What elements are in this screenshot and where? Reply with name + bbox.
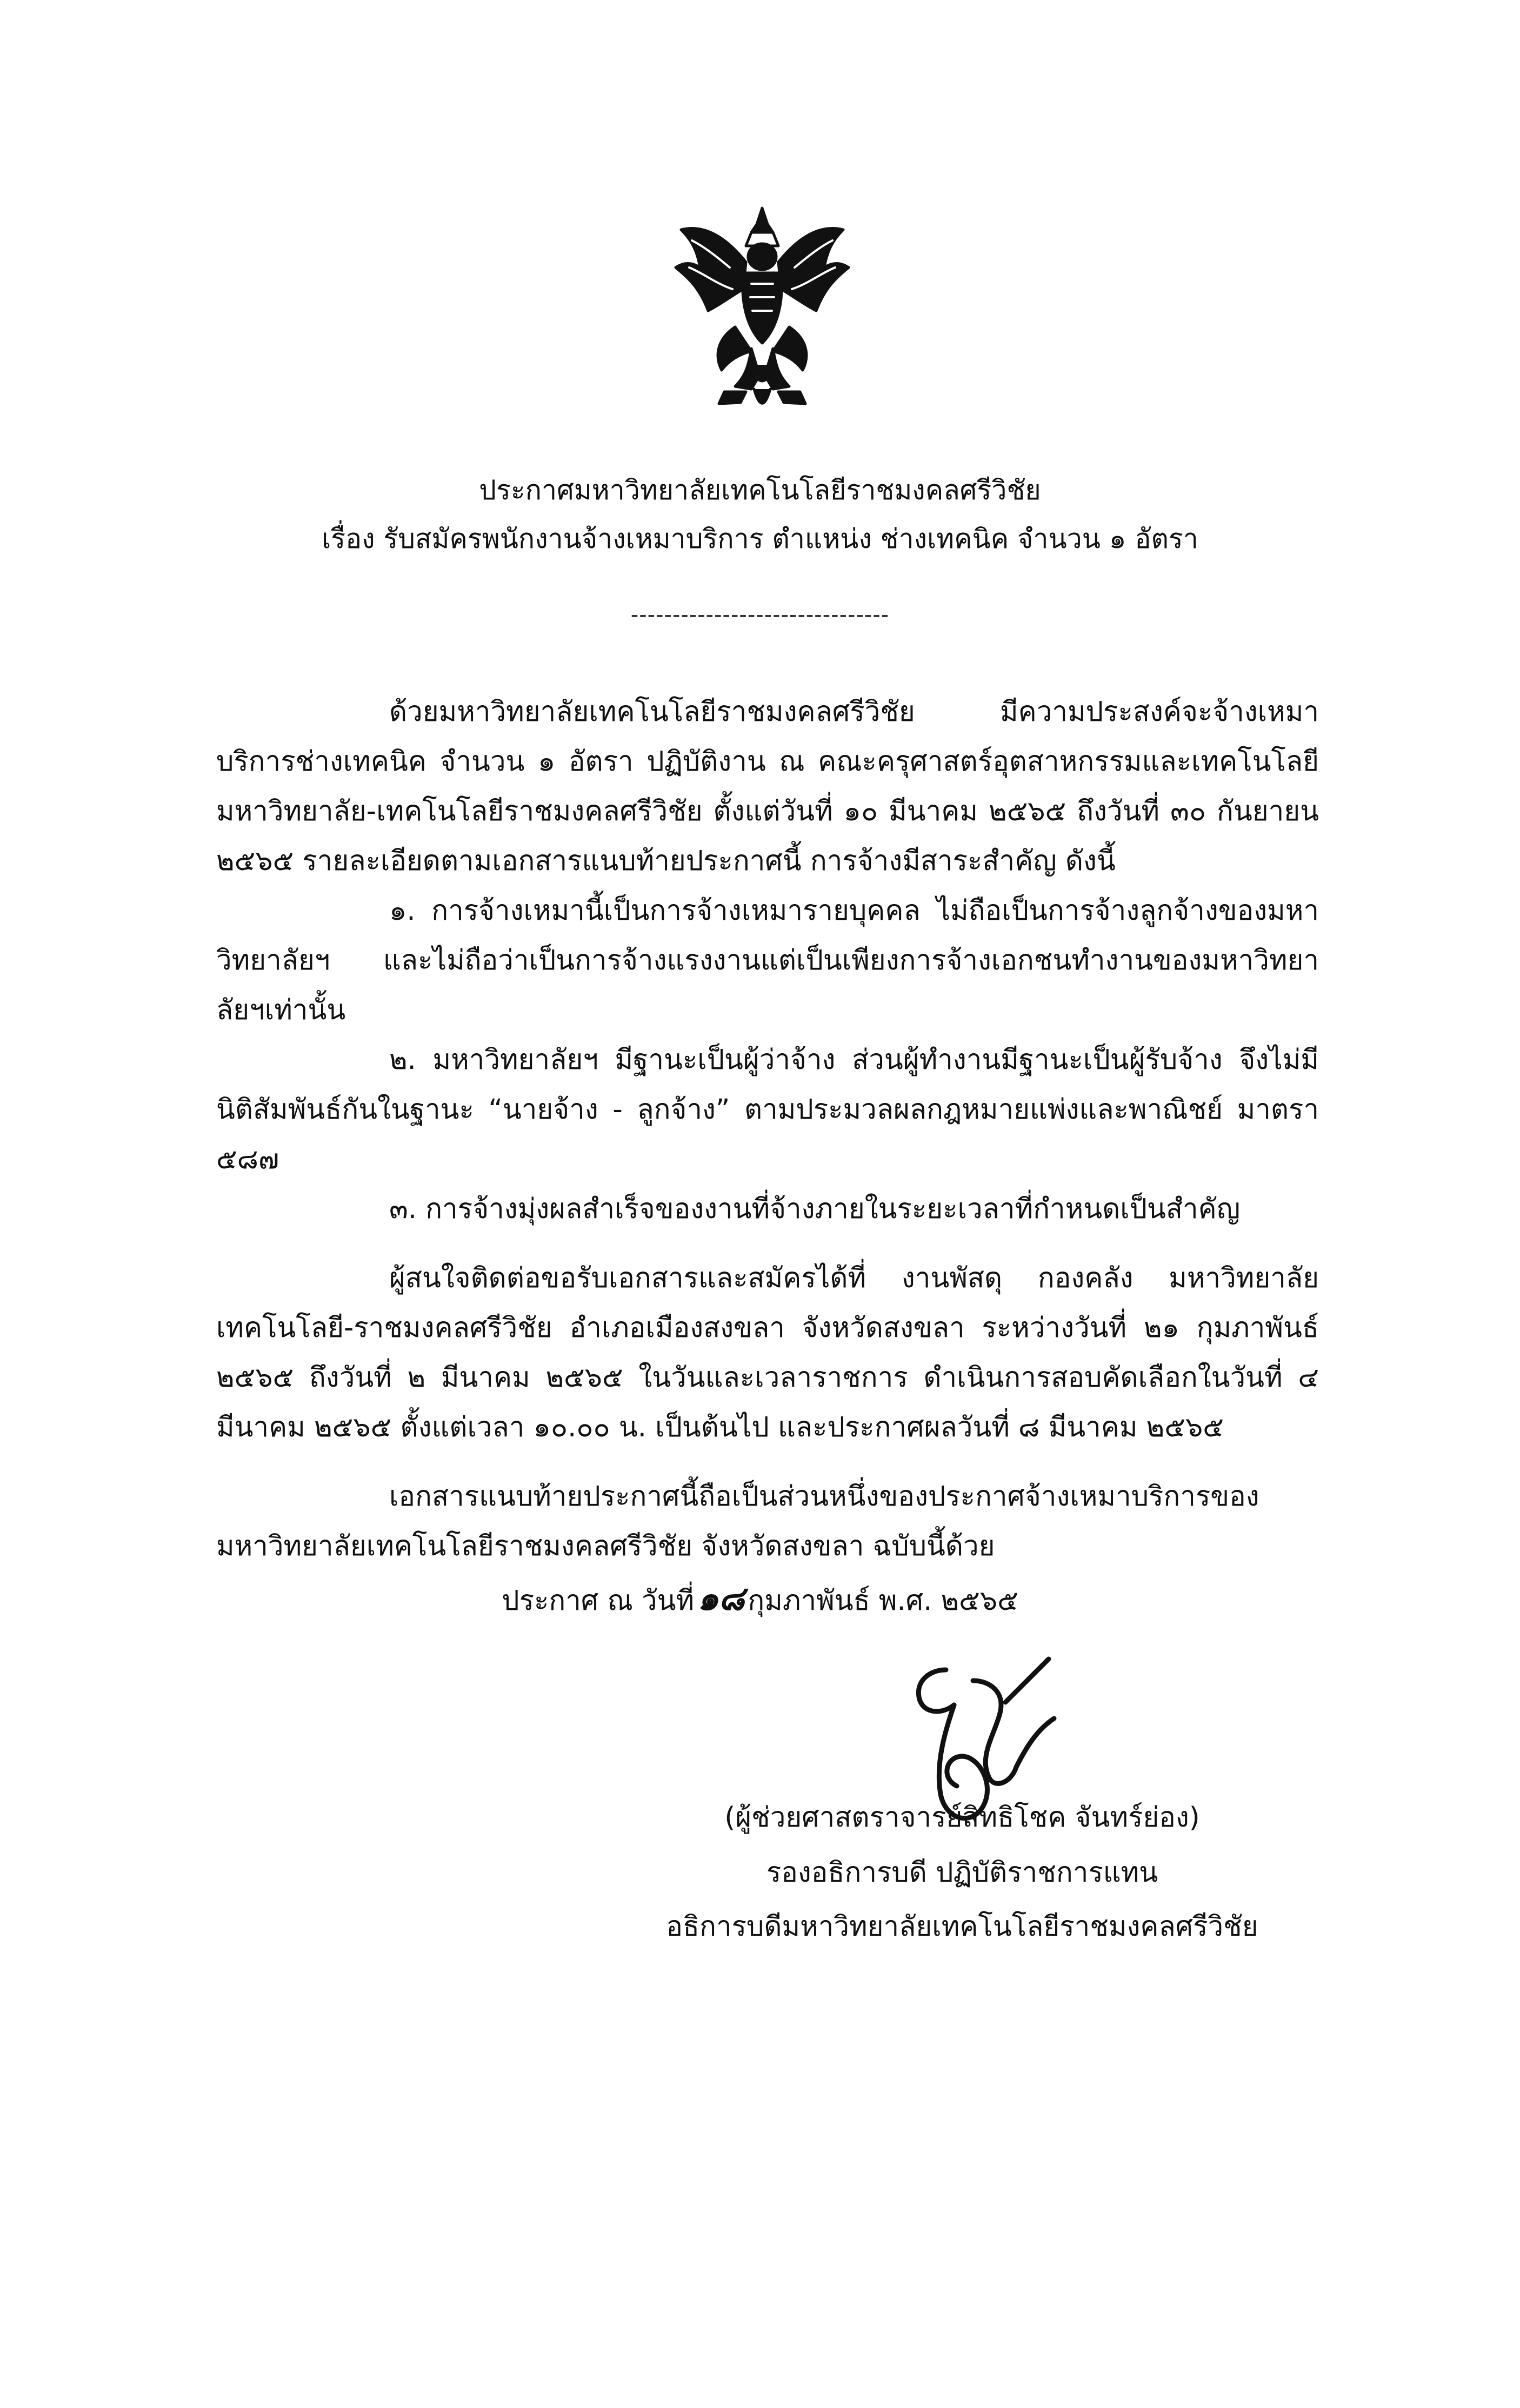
intro-paragraph: ด้วยมหาวิทยาลัยเทคโนโลยีราชมงคลศรีวิชัย มีความประสงค์จะจ้างเหมาบริการช่างเทคนิค จำนวน ๑ อัตรา ปฏิบัติงาน ณ คณะครุศาสตร์อุตสาหกรรมและเทคโนโลยี มหาวิทยาลัย-เทคโนโลยีราชมงคลศรีวิชัย ตั้งแต่วันที่ ๑๐ มีนาคม ๒๕๖๕ ถึงวันที่ ๓๐ กันยายน ๒๕๖๕ รายละเอียดตามเอกสารแนบท้ายประกาศนี้ การจ้างมีสาระสำคัญ ดังนี้ [216,696,1319,877]
garuda-emblem-icon [670,203,854,413]
announce-prefix: ประกาศ ณ วันที่ [502,1585,695,1617]
item-2-paragraph: ๒. มหาวิทยาลัยฯ มีฐานะเป็นผู้ว่าจ้าง ส่วนผู้ทำงานมีฐานะเป็นผู้รับจ้าง จึงไม่มีนิติสัมพันธ์กันในฐานะ “นายจ้าง - ลูกจ้าง” ตามประมวลผลกฎหมายแพ่งและพาณิชย์ มาตรา ๕๘๗ [216,1044,1319,1175]
item-1-paragraph: ๑. การจ้างเหมานี้เป็นการจ้างเหมารายบุคคล ไม่ถือเป็นการจ้างลูกจ้างของมหาวิทยาลัยฯ และไม่ถือว่าเป็นการจ้างแรงงานแต่เป็นเพียงการจ้างเอกชนทำงานของมหาวิทยาลัยฯเท่านั้น [216,895,1319,1026]
signer-position-2: อธิการบดีมหาวิทยาลัยเทคโนโลยีราชมงคลศรีวิชัย [666,1911,1258,1943]
separator-line: ------------------------------- [630,603,890,627]
announce-suffix: กุมภาพันธ์ พ.ศ. ๒๕๖๕ [748,1585,1018,1617]
signer-name: (ผู้ช่วยศาสตราจารย์สิทธิโชค จันทร์ย่อง) [724,1802,1200,1834]
document-subject: เรื่อง รับสมัครพนักงานจ้างเหมาบริการ ตำแหน่ง ช่างเทคนิค จำนวน ๑ อัตรา [322,523,1198,554]
contact-paragraph: ผู้สนใจติดต่อขอรับเอกสารและสมัครได้ที่ งานพัสดุ กองคลัง มหาวิทยาลัยเทคโนโลยี-ราชมงคลศรีวิชัย อำเภอเมืองสงขลา จังหวัดสงขลา ระหว่างวันที่ ๒๑ กุมภาพันธ์ ๒๕๖๕ ถึงวันที่ ๒ มีนาคม ๒๕๖๕ ในวันและเวลาราชการ ดำเนินการสอบคัดเลือกในวันที่ ๔ มีนาคม ๒๕๖๕ ตั้งแต่เวลา ๑๐.๐๐ น. เป็นต้นไป และประกาศผลวันที่ ๘ มีนาคม ๒๕๖๕ [216,1262,1319,1443]
announce-day: ๑๘ [697,1578,745,1618]
announcement-date-line [0,1574,1520,1626]
item-3-paragraph: ๓. การจ้างมุ่งผลสำเร็จของงานที่จ้างภายในระยะเวลาที่กำหนดเป็นสำคัญ [389,1193,1241,1225]
document-body [216,687,1319,1571]
signer-position-1: รองอธิการบดี ปฏิบัติราชการแทน [766,1857,1158,1889]
attachment-paragraph: เอกสารแนบท้ายประกาศนี้ถือเป็นส่วนหนึ่งของประกาศจ้างเหมาบริการของมหาวิทยาลัยเทคโนโลยีราชมงคลศรีวิชัย จังหวัดสงขลา ฉบับนี้ด้วย [216,1481,1259,1562]
document-title: ประกาศมหาวิทยาลัยเทคโนโลยีราชมงคลศรีวิชัย [479,474,1041,506]
